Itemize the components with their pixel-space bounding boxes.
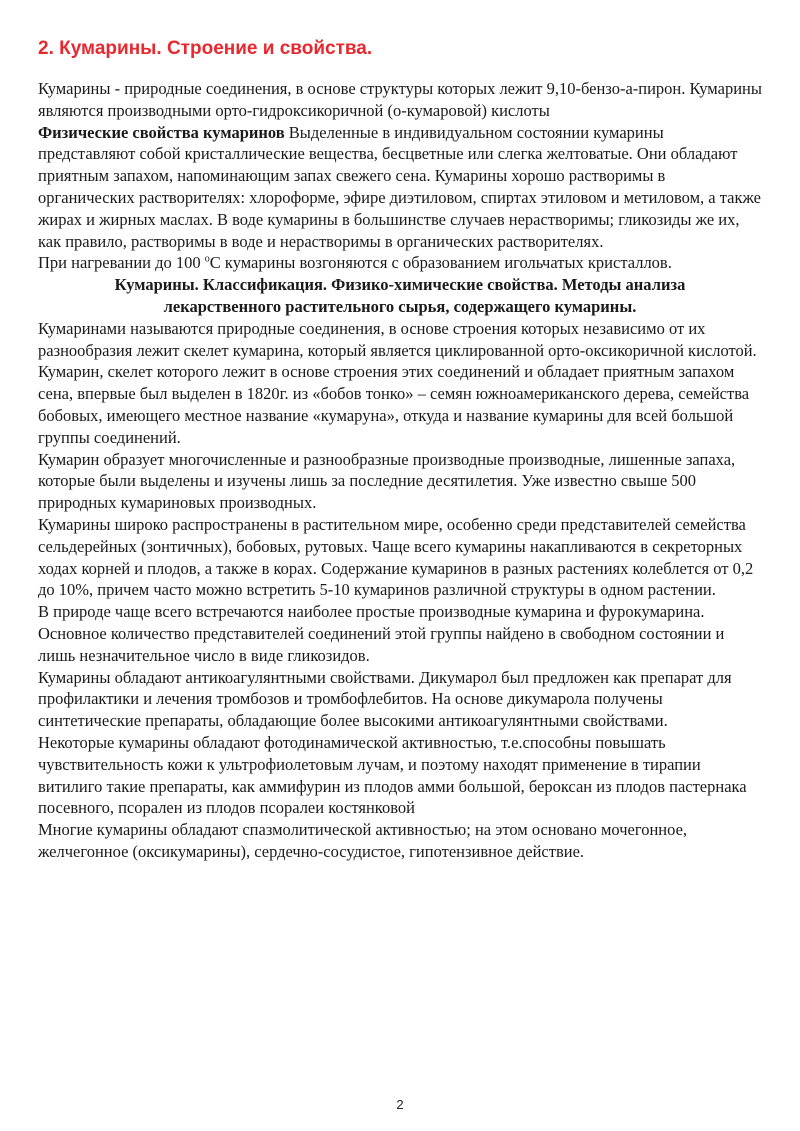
document-body (38, 78, 762, 863)
paragraph-definition: Кумаринами называются природные соединения, в основе строения которых независимо от их разнообразия лежит скелет кумарина, который является циклированной орто-оксикоричной кислотой. (38, 318, 757, 360)
physical-properties-text: Выделенные в индивидуальном состоянии кумарины представляют собой кристаллические вещества, бесцветные или слегка желтоватые. Они обладают приятным запахом, напоминающим запах свежего сена. Кумарины хорошо растворимы в органических растворителях: хлороформе, эфире диэтиловом, спиртах этиловом и метиловом, а также жирах и жирных маслах. В воде кумарины в большинстве случаев нерастворимы; гликозиды же их, как правило, растворимы в воде и нерастворимы в органических растворителях. (38, 122, 761, 251)
heating-text-after: С кумарины возгоняются с образованием игольчатых кристаллов. (209, 253, 672, 273)
heating-text-before: При нагревании до 100 (38, 253, 205, 273)
page-number: 2 (396, 1097, 404, 1112)
physical-properties-paragraph (38, 122, 762, 253)
paragraph-photodynamic: Некоторые кумарины обладают фотодинамической активностью, т.е.способны повышать чувствительность кожи к ультрофиолетовым лучам, и поэтому находят применение в тирапии витилиго такие препараты, как аммифурин из плодов амми большой, бероксан из плодов пастернака посевного, псорален из плодов псоралеи костянковой (38, 732, 747, 818)
classification-subheading: Кумарины. Классификация. Физико-химические свойства. Методы анализа лекарственного растительного сырья, содержащего кумарины. (114, 275, 686, 316)
paragraph-occurrence: В природе чаще всего встречаются наиболее простые производные кумарина и фурокумарина. Основное количество представителей соединений этой группы найдено в свободном состоянии и лишь незначительное число в виде гликозидов. (38, 602, 725, 665)
paragraph-derivatives: Кумарин образует многочисленные и разнообразные производные производные, лишенные запаха, которые были выделены и изучены лишь за последние десятилетия. Уже известно свыше 500 природных кумариновых производных. (38, 449, 736, 513)
paragraph-spasmolytic: Многие кумарины обладают спазмолитической активностью; на этом основано мочегонное, желчегонное (оксикумарины), сердечно-сосудистое, гипотензивное действие. (38, 820, 688, 861)
heating-paragraph (38, 252, 762, 274)
degree-superscript: о (204, 253, 210, 265)
paragraph-distribution: Кумарины широко распространены в растительном мире, особенно среди представителей семейства сельдерейных (зонтичных), бобовых, рутовых. Чаще всего кумарины накапливаются в секреторных ходах корней и плодов, а также в корах. Содержание кумаринов в разных растениях колеблется от 0,2 до 10%, причем часто можно встретить 5-10 кумаринов различной структуры в одном растении. (38, 514, 754, 600)
paragraph-history: Кумарин, скелет которого лежит в основе строения этих соединений и обладает приятным запахом сена, впервые был выделен в 1820г. из «бобов тонко» – семян южноамериканского дерева, семейства бобовых, имеющего местное название «кумаруна», откуда и название кумарины для всей большой группы соединений. (38, 362, 750, 447)
intro-paragraph: Кумарины - природные соединения, в основе структуры которых лежит 9,10-бензо-а-пирон. Кумарины являются производными орто-гидроксикоричной (о-кумаровой) кислоты (38, 79, 762, 120)
section-heading: 2. Кумарины. Строение и свойства. (38, 38, 373, 59)
paragraph-anticoagulant: Кумарины обладают антикоагулянтными свойствами. Дикумарол был предложен как препарат для профилактики и лечения тромбозов и тромбофлебитов. На основе дикумарола получены синтетические препараты, обладающие более высокими антикоагулянтными свойствами. (38, 667, 732, 731)
physical-properties-title: Физические свойства кумаринов (38, 122, 285, 142)
